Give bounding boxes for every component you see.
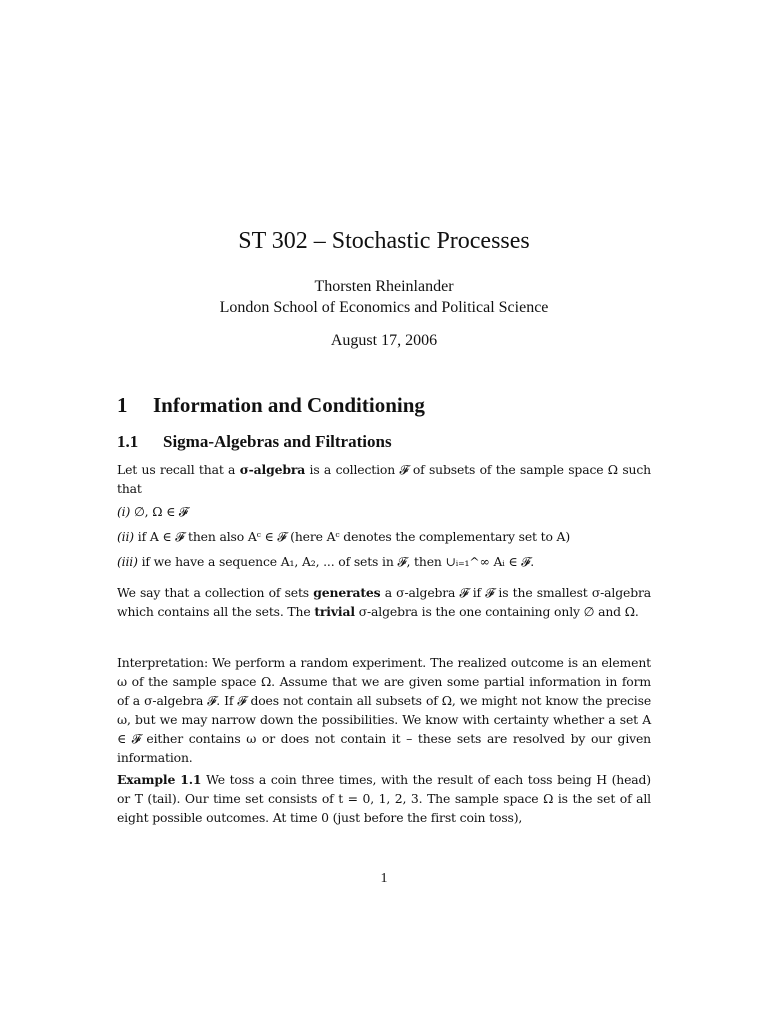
generates-paragraph <box>117 583 651 621</box>
intro-text-2: is a collection 𝓕 of subsets of the sample space Ω such that <box>117 462 651 496</box>
example-text: We toss a coin three times, with the result of each toss being H (head) or T (tail). Our time set consists of t = 0, 1, 2, 3. The sample space Ω is the set of all eight possible outcomes. At time 0 (just before the first coin toss), <box>117 772 651 825</box>
trivial-term: trivial <box>314 604 355 619</box>
author-name: Thorsten Rheinlander <box>314 278 454 295</box>
paper-title: ST 302 – Stochastic Processes <box>238 228 530 254</box>
interpretation-paragraph: Interpretation: We perform a random experiment. The realized outcome is an element ω of the sample space Ω. Assume that we are given some partial information in form of a σ-algebra 𝓕. If 𝓕 does not contain all subsets of Ω, we might not know the precise ω, but we may narrow down the possibilities. We know with certainty whether a set A ∈ 𝓕 either contains ω or does not contain it – these sets are resolved by our given information. <box>117 655 651 765</box>
condition-label: (iii) <box>117 554 138 569</box>
condition-text: ∅, Ω ∈ 𝓕 <box>130 504 188 519</box>
intro-paragraph <box>117 460 651 498</box>
condition-item <box>117 527 651 546</box>
subsection-number: 1.1 <box>117 432 139 451</box>
condition-label: (ii) <box>117 529 134 544</box>
generates-term: generates <box>313 585 381 600</box>
generates-text-1: We say that a collection of sets <box>117 585 314 600</box>
generates-text-2: a σ-algebra 𝓕 if 𝓕 is the smallest σ-algebra which contains all the sets. The <box>117 585 651 619</box>
sigma-algebra-term: σ-algebra <box>239 462 306 477</box>
section-heading <box>117 392 425 418</box>
condition-item <box>117 552 651 571</box>
generates-text-3: σ-algebra is the one containing only ∅ and Ω. <box>354 604 639 619</box>
condition-text: if A ∈ 𝓕 then also Aᶜ ∈ 𝓕 (here Aᶜ denotes the complementary set to A) <box>134 529 571 544</box>
section-title: Information and Conditioning <box>153 393 425 417</box>
subsection-heading <box>117 431 392 453</box>
intro-text-1: Let us recall that a <box>117 462 240 477</box>
section-number: 1 <box>117 393 128 417</box>
condition-label: (i) <box>117 504 131 519</box>
condition-item <box>117 502 651 521</box>
author-affiliation: London School of Economics and Political Science <box>219 299 549 316</box>
subsection-title: Sigma-Algebras and Filtrations <box>163 432 392 451</box>
example-label: Example 1.1 <box>117 772 202 787</box>
example-paragraph <box>117 770 651 827</box>
paper-date: August 17, 2006 <box>330 332 438 349</box>
page-number: 1 <box>380 871 388 886</box>
condition-text: if we have a sequence A₁, A₂, ... of sets in 𝓕, then ∪ᵢ₌₁^∞ Aᵢ ∈ 𝓕. <box>137 554 535 569</box>
